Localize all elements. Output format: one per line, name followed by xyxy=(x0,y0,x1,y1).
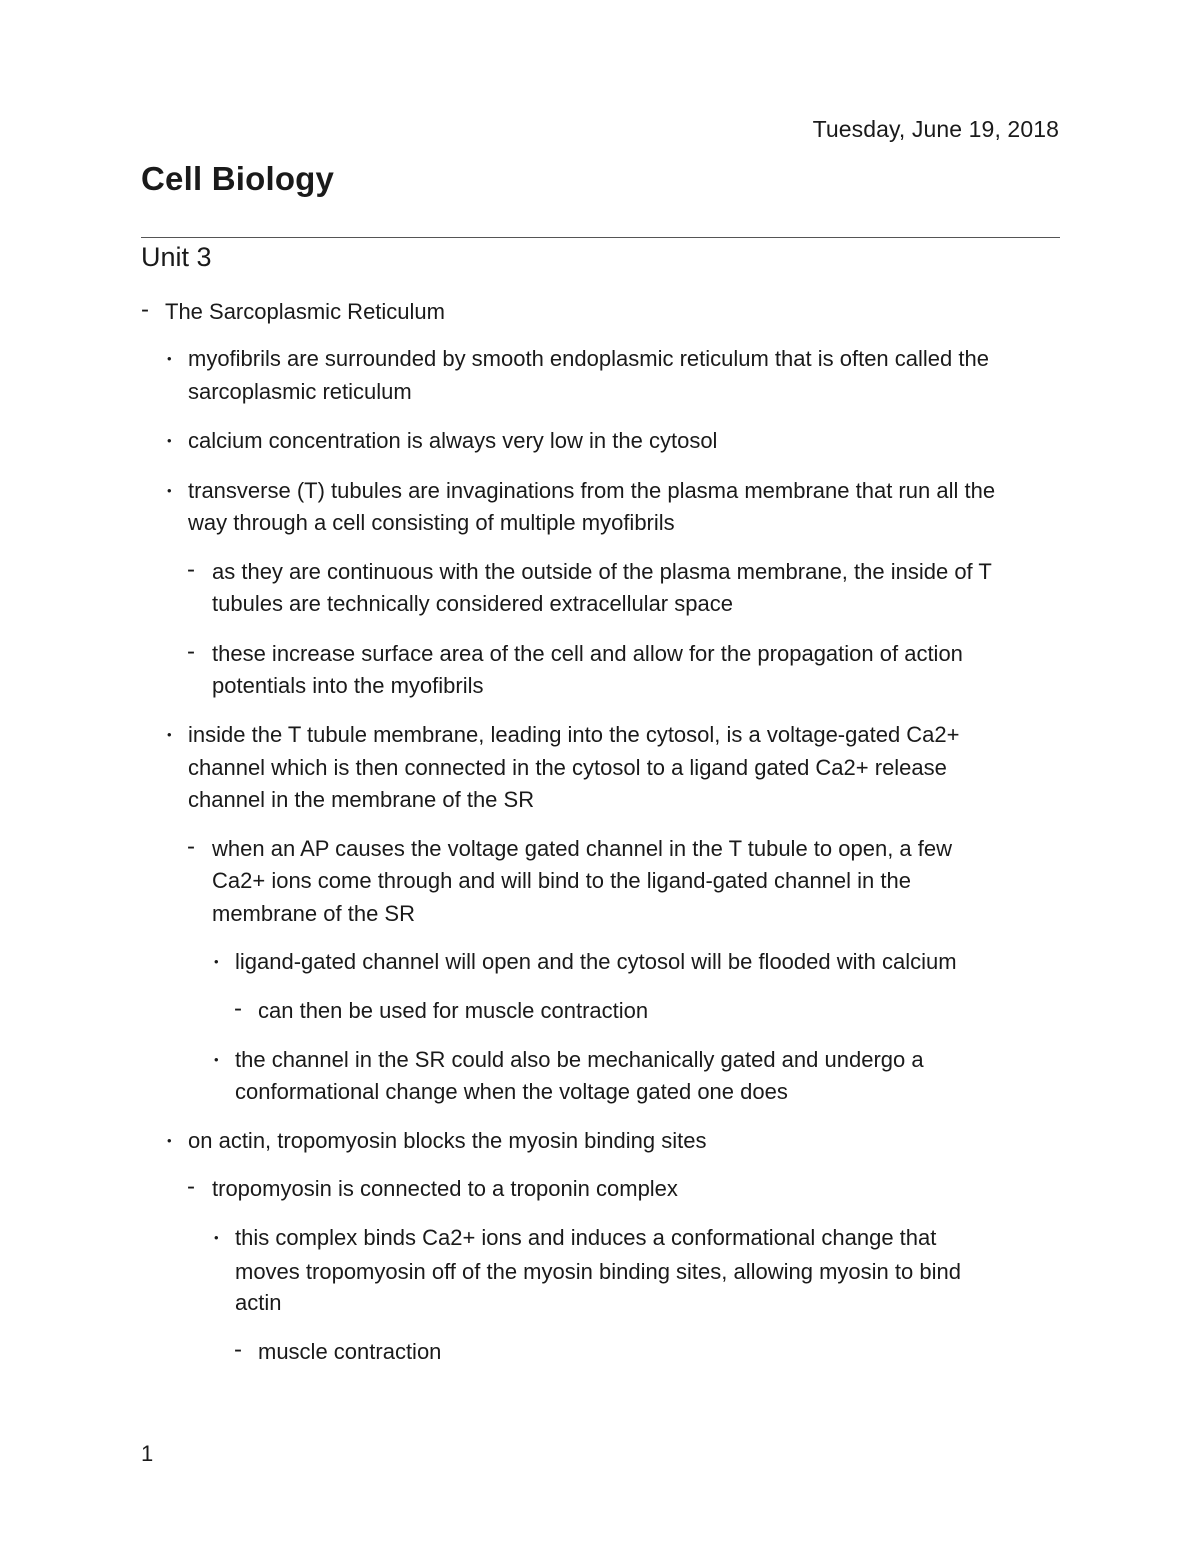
list-item-text: transverse (T) tubules are invaginations from the plasma membrane that run all the xyxy=(188,478,996,503)
bullet-marker: • xyxy=(214,1230,219,1245)
list-item-text: potentials into the myofibrils xyxy=(212,673,484,698)
bullet-marker: • xyxy=(167,483,172,498)
dash-marker: - xyxy=(187,1173,195,1200)
bullet-marker: • xyxy=(167,727,172,742)
dash-marker: - xyxy=(141,296,149,323)
list-item-text: the channel in the SR could also be mechanically gated and undergo a xyxy=(235,1047,924,1072)
list-item-text: this complex binds Ca2+ ions and induces a conformational change that xyxy=(235,1225,937,1250)
list-item-text: way through a cell consisting of multiple myofibrils xyxy=(188,510,675,535)
document-date: Tuesday, June 19, 2018 xyxy=(812,116,1059,142)
dash-marker: - xyxy=(234,995,242,1022)
bullet-marker: • xyxy=(214,1052,219,1067)
list-item-text: calcium concentration is always very low in the cytosol xyxy=(188,428,718,453)
section-heading: Unit 3 xyxy=(141,242,212,272)
title-divider xyxy=(141,237,1060,238)
dash-marker: - xyxy=(234,1336,242,1363)
list-item-text: as they are continuous with the outside of the plasma membrane, the inside of T xyxy=(212,559,992,584)
list-item-text: conformational change when the voltage gated one does xyxy=(235,1079,788,1104)
document-title: Cell Biology xyxy=(141,160,335,197)
list-item-text: muscle contraction xyxy=(258,1339,442,1364)
list-item-text: these increase surface area of the cell and allow for the propagation of action xyxy=(212,641,963,666)
list-item-text: can then be used for muscle contraction xyxy=(258,998,649,1023)
list-item-text: The Sarcoplasmic Reticulum xyxy=(165,299,445,324)
list-item-text: membrane of the SR xyxy=(212,901,415,926)
list-item-text: actin xyxy=(235,1290,282,1315)
list-item-text: tropomyosin is connected to a troponin complex xyxy=(212,1176,678,1201)
bullet-marker: • xyxy=(214,954,219,969)
list-item-text: on actin, tropomyosin blocks the myosin binding sites xyxy=(188,1128,707,1153)
list-item-text: moves tropomyosin off of the myosin binding sites, allowing myosin to bind xyxy=(235,1259,961,1284)
list-item-text: ligand-gated channel will open and the cytosol will be flooded with calcium xyxy=(235,949,957,974)
dash-marker: - xyxy=(187,638,195,665)
bullet-marker: • xyxy=(167,1133,172,1148)
list-item-text: Ca2+ ions come through and will bind to the ligand-gated channel in the xyxy=(212,868,911,893)
list-item-text: channel in the membrane of the SR xyxy=(188,787,535,812)
list-item-text: channel which is then connected in the cytosol to a ligand gated Ca2+ release xyxy=(188,755,947,780)
dash-marker: - xyxy=(187,556,195,583)
list-item-text: sarcoplasmic reticulum xyxy=(188,379,412,404)
list-item-text: inside the T tubule membrane, leading into the cytosol, is a voltage-gated Ca2+ xyxy=(188,722,960,747)
bullet-marker: • xyxy=(167,351,172,366)
list-item-text: tubules are technically considered extracellular space xyxy=(212,591,733,616)
page-number: 1 xyxy=(141,1441,154,1466)
list-item-text: when an AP causes the voltage gated channel in the T tubule to open, a few xyxy=(212,836,952,861)
bullet-marker: • xyxy=(167,433,172,448)
dash-marker: - xyxy=(187,833,195,860)
list-item-text: myofibrils are surrounded by smooth endoplasmic reticulum that is often called the xyxy=(188,346,989,371)
